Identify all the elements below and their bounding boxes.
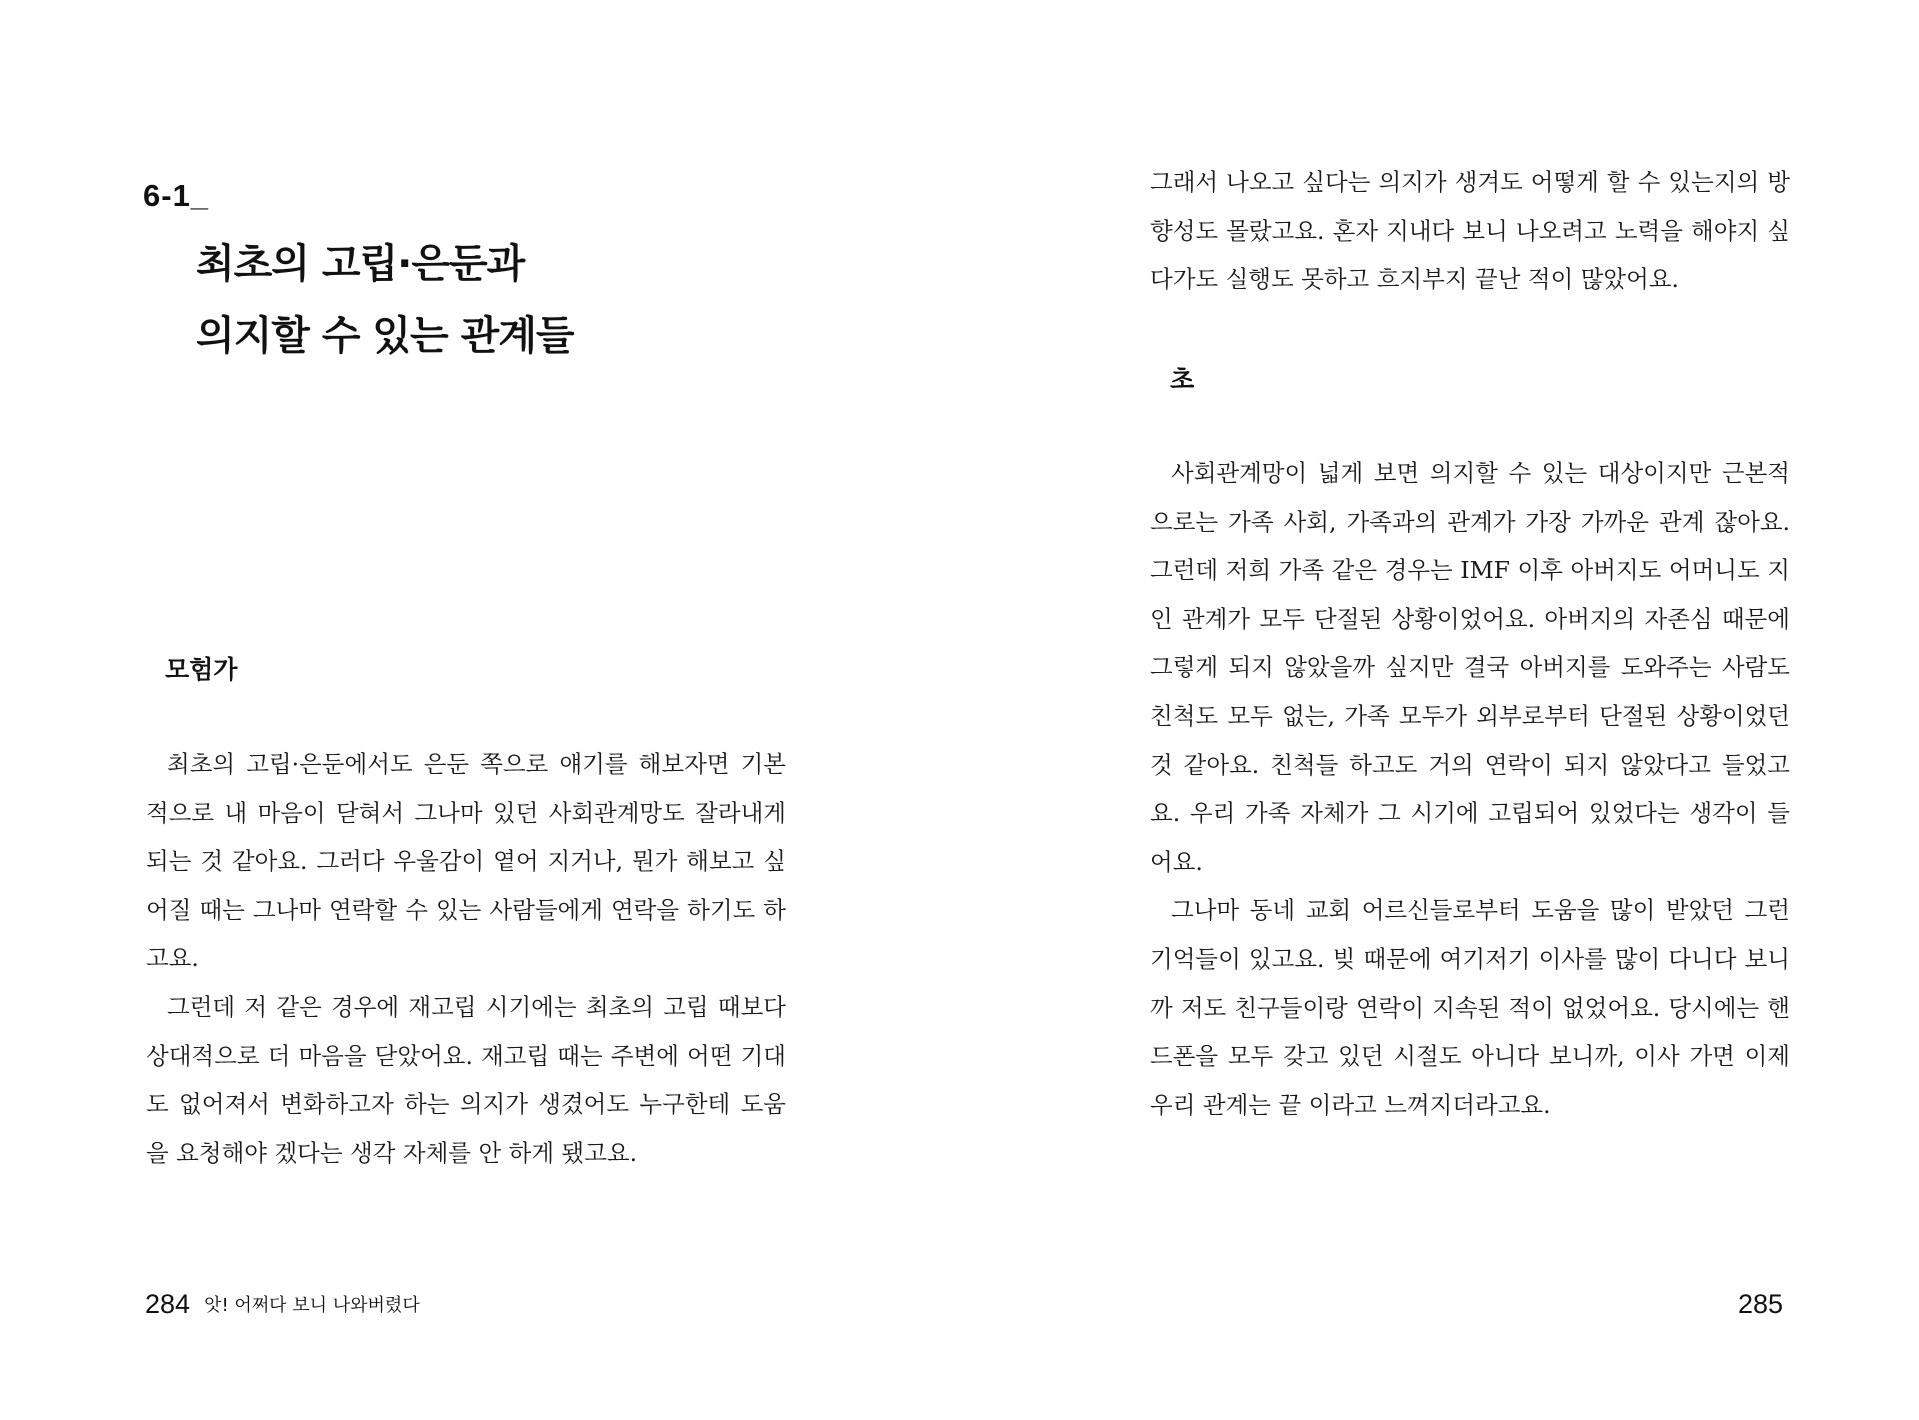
chapter-title-line-1: 최초의 고립·은둔과 [196, 241, 525, 287]
paragraph: 사회관계망이 넓게 보면 의지할 수 있는 대상이지만 근본적으로는 가족 사회, 가족과의 관계가 가장 가까운 관계 잖아요. 그런데 저희 가족 같은 경우는 IMF 이후 아버지도 어머니도 지인 관계가 모두 단절된 상황이었어요. 아버지의 자존심 때문에 그렇게 되지 않았을까 싶지만 결국 아버지를 도와주는 사람도 친척도 모두 없는, 가족 모두가 외부로부터 단절된 상황이었던 것 같아요. 친척들 하고도 거의 연락이 되지 않았다고 들었고요. 우리 가족 자체가 그 시기에 고립되어 있었다는 생각이 들어요. [1150, 459, 1790, 876]
paragraph: 그런데 저 같은 경우에 재고립 시기에는 최초의 고립 때보다 상대적으로 더 마음을 닫았어요. 재고립 때는 주변에 어떤 기대도 없어져서 변화하고자 하는 의지가 생겼어도 누구한테 도움을 요청해야 겠다는 생각 자체를 안 하게 됐고요. [146, 992, 786, 1167]
paragraph: 그래서 나오고 싶다는 의지가 생겨도 어떻게 할 수 있는지의 방향성도 몰랐고요. 혼자 지내다 보니 나오려고 노력을 해야지 싶다가도 실행도 못하고 흐지부지 끝난 적이 많았어요. [1150, 168, 1790, 294]
chapter-title [196, 228, 574, 372]
paragraph: 최초의 고립·은둔에서도 은둔 쪽으로 얘기를 해보자면 기본적으로 내 마음이 닫혀서 그나마 있던 사회관계망도 잘라내게 되는 것 같아요. 그러다 우울감이 옅어 지거나, 뭔가 해보고 싶어질 때는 그나마 연락할 수 있는 사람들에게 연락을 하기도 하고요. [146, 750, 786, 973]
paragraph: 그나마 동네 교회 어르신들로부터 도움을 많이 받았던 그런 기억들이 있고요. 빚 때문에 여기저기 이사를 많이 다니다 보니까 저도 친구들이랑 연락이 지속된 적이 없었어요. 당시에는 핸드폰을 모두 갖고 있던 시절도 아니다 보니까, 이사 가면 이제 우리 관계는 끝 이라고 느껴지더라고요. [1150, 896, 1790, 1119]
chapter-title-line-2: 의지할 수 있는 관계들 [196, 313, 574, 359]
left-body-text [146, 740, 786, 1177]
speaker-label: 초 [1170, 365, 1195, 394]
right-footer [1738, 1289, 1783, 1320]
right-body-text [1150, 449, 1790, 1129]
page-number: 285 [1738, 1289, 1784, 1319]
page-number: 284 [145, 1289, 191, 1319]
left-footer [145, 1289, 420, 1320]
right-top-text [1150, 158, 1790, 304]
speaker-label: 모험가 [165, 655, 238, 684]
running-title: 앗! 어쩌다 보니 나와버렸다 [204, 1295, 420, 1316]
chapter-number: 6-1_ [143, 178, 210, 213]
